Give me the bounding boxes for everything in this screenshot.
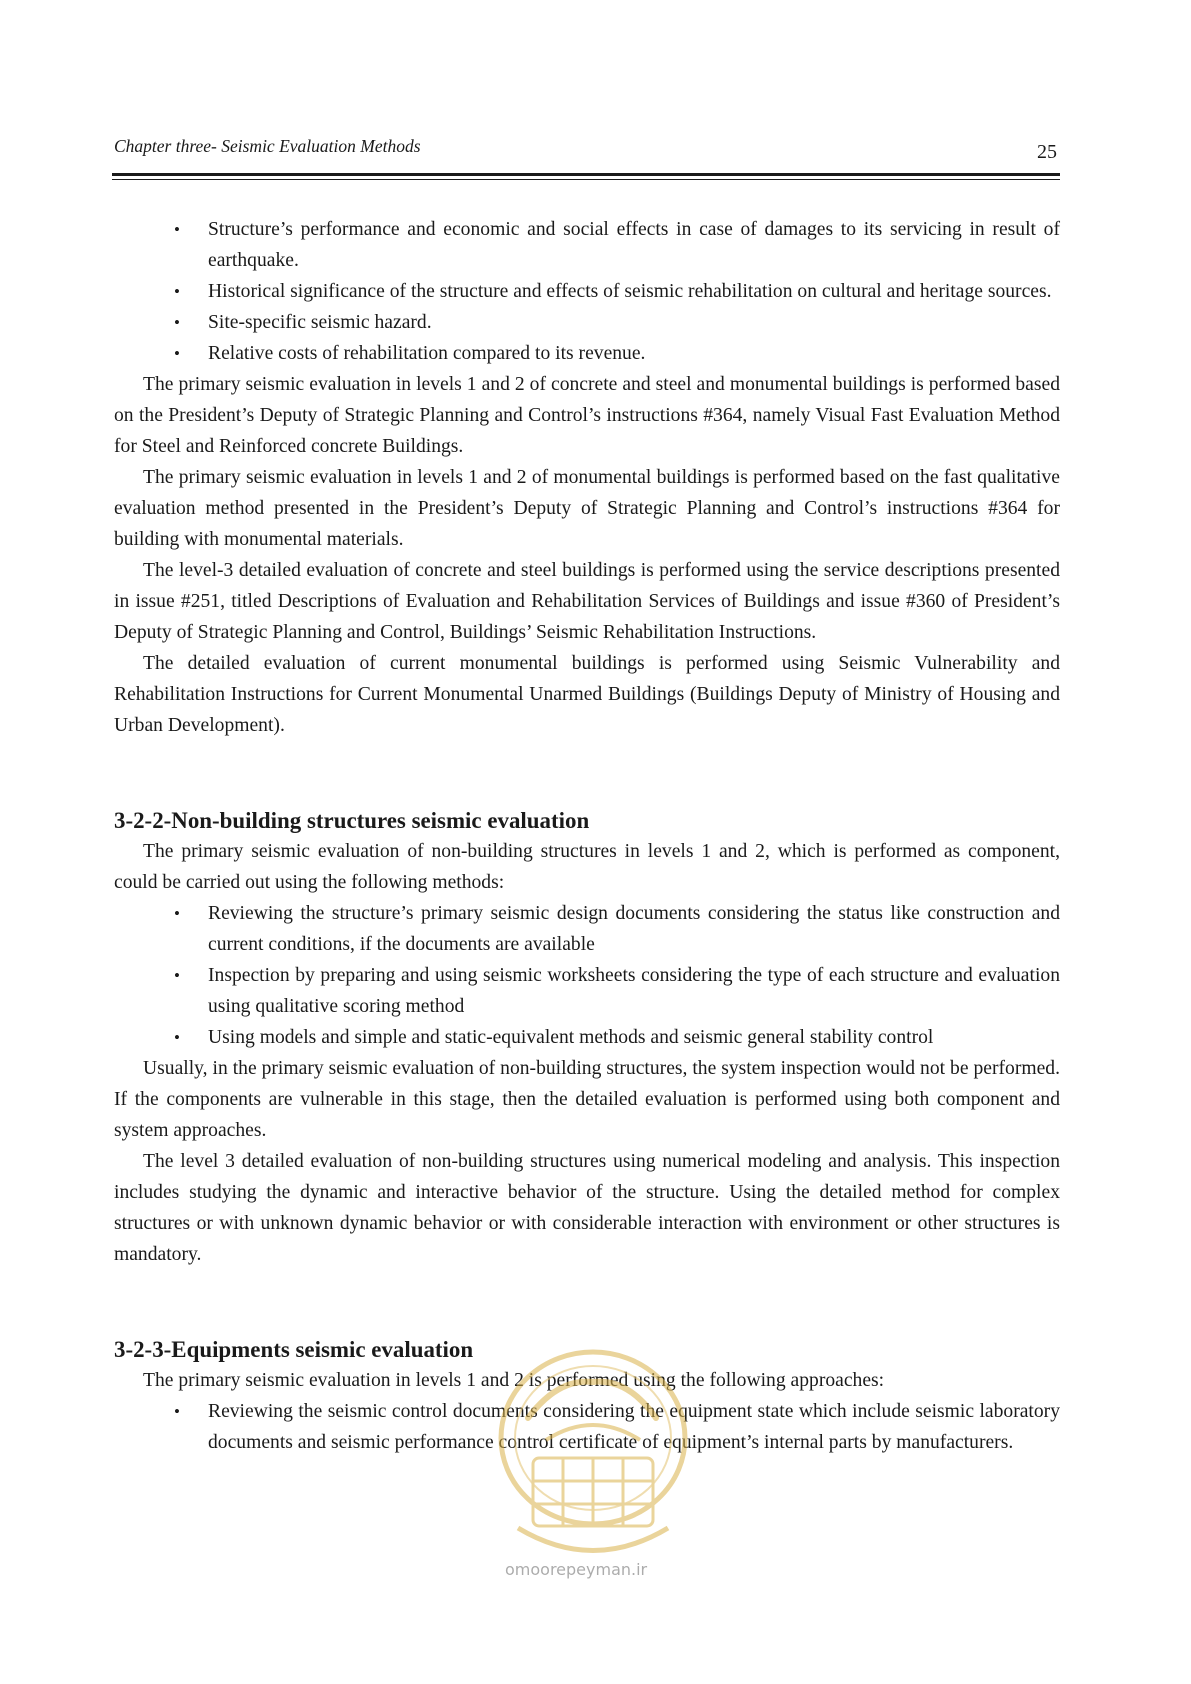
list-item (114, 307, 1060, 338)
list-item (114, 276, 1060, 307)
list-item-text: Relative costs of rehabilitation compared to its revenue. (208, 343, 646, 364)
section-323-bullet-list (114, 1396, 1060, 1458)
paragraph: The primary seismic evaluation in levels 1 and 2 of concrete and steel and monumental buildings is performed based on the President’s Deputy of Strategic Planning and Control’s instructions #364, namely Visual Fast Evaluation Method for Steel and Reinforced concrete Buildings. (114, 374, 1060, 457)
page-header (114, 136, 1060, 166)
bullet-icon: • (174, 282, 180, 301)
section-heading-3-2-3: 3-2-3-Equipments seismic evaluation (114, 1337, 474, 1362)
list-item (114, 214, 1060, 276)
paragraph: The level-3 detailed evaluation of concrete and steel buildings is performed using the service descriptions presented in issue #251, titled Descriptions of Evaluation and Rehabilitation Services of Buildings and issue #360 of President’s Deputy of Strategic Planning and Control, Buildings’ Seismic Rehabilitation Instructions. (114, 560, 1060, 643)
header-rule-thin (112, 179, 1060, 180)
list-item (114, 338, 1060, 369)
list-item-text: Site-specific seismic hazard. (208, 312, 432, 333)
list-item-text: Structure’s performance and economic and social effects in case of damages to its servicing in result of earthquake. (208, 219, 1060, 271)
paragraph: Usually, in the primary seismic evaluation of non-building structures, the system inspection would not be performed. If the components are vulnerable in this stage, then the detailed evaluation is performed using both component and system approaches. (114, 1058, 1060, 1141)
section-322-bullet-list (114, 898, 1060, 1053)
chapter-title: Chapter three- Seismic Evaluation Methods (114, 136, 421, 156)
section-heading-3-2-2: 3-2-2-Non-building structures seismic evaluation (114, 808, 590, 833)
page-body (114, 214, 1060, 1458)
section-gap (114, 1270, 1060, 1334)
watermark-text: omoorepeyman.ir (505, 1560, 648, 1579)
list-item-text: Reviewing the structure’s primary seismic design documents considering the status like construction and current conditions, if the documents are available (208, 903, 1060, 955)
page-number: 25 (1037, 141, 1057, 163)
bullet-icon: • (174, 220, 180, 239)
list-item-text: Inspection by preparing and using seismic worksheets considering the type of each structure and evaluation using qualitative scoring method (208, 965, 1060, 1017)
list-item (114, 1022, 1060, 1053)
paragraph: The primary seismic evaluation in levels 1 and 2 is performed using the following approaches: (143, 1370, 885, 1391)
bullet-icon: • (174, 1402, 180, 1421)
paragraph: The primary seismic evaluation of non-building structures in levels 1 and 2, which is performed as component, could be carried out using the following methods: (114, 841, 1060, 893)
paragraph: The detailed evaluation of current monumental buildings is performed using Seismic Vulnerability and Rehabilitation Instructions for Current Monumental Unarmed Buildings (Buildings Deputy of Ministry of Housing and Urban Development). (114, 653, 1060, 736)
bullet-icon: • (174, 966, 180, 985)
intro-bullet-list (114, 214, 1060, 369)
list-item (114, 960, 1060, 1022)
list-item-text: Using models and simple and static-equivalent methods and seismic general stability control (208, 1027, 934, 1048)
bullet-icon: • (174, 1028, 180, 1047)
header-rule-thick (112, 173, 1060, 176)
list-item (114, 1396, 1060, 1458)
bullet-icon: • (174, 344, 180, 363)
paragraph: The primary seismic evaluation in levels 1 and 2 of monumental buildings is performed based on the fast qualitative evaluation method presented in the President’s Deputy of Strategic Planning and Control’s instructions #364 for building with monumental materials. (114, 467, 1060, 550)
list-item-text: Historical significance of the structure and effects of seismic rehabilitation on cultural and heritage sources. (208, 281, 1052, 302)
list-item (114, 898, 1060, 960)
paragraph: The level 3 detailed evaluation of non-building structures using numerical modeling and analysis. This inspection includes studying the dynamic and interactive behavior of the structure. Using the detailed method for complex structures or with unknown dynamic behavior or with considerable interaction with environment or other structures is mandatory. (114, 1151, 1060, 1265)
bullet-icon: • (174, 313, 180, 332)
list-item-text: Reviewing the seismic control documents considering the equipment state which include seismic laboratory documents and seismic performance control certificate of equipment’s internal parts by manufacturers. (208, 1401, 1060, 1453)
bullet-icon: • (174, 904, 180, 923)
section-gap (114, 741, 1060, 805)
